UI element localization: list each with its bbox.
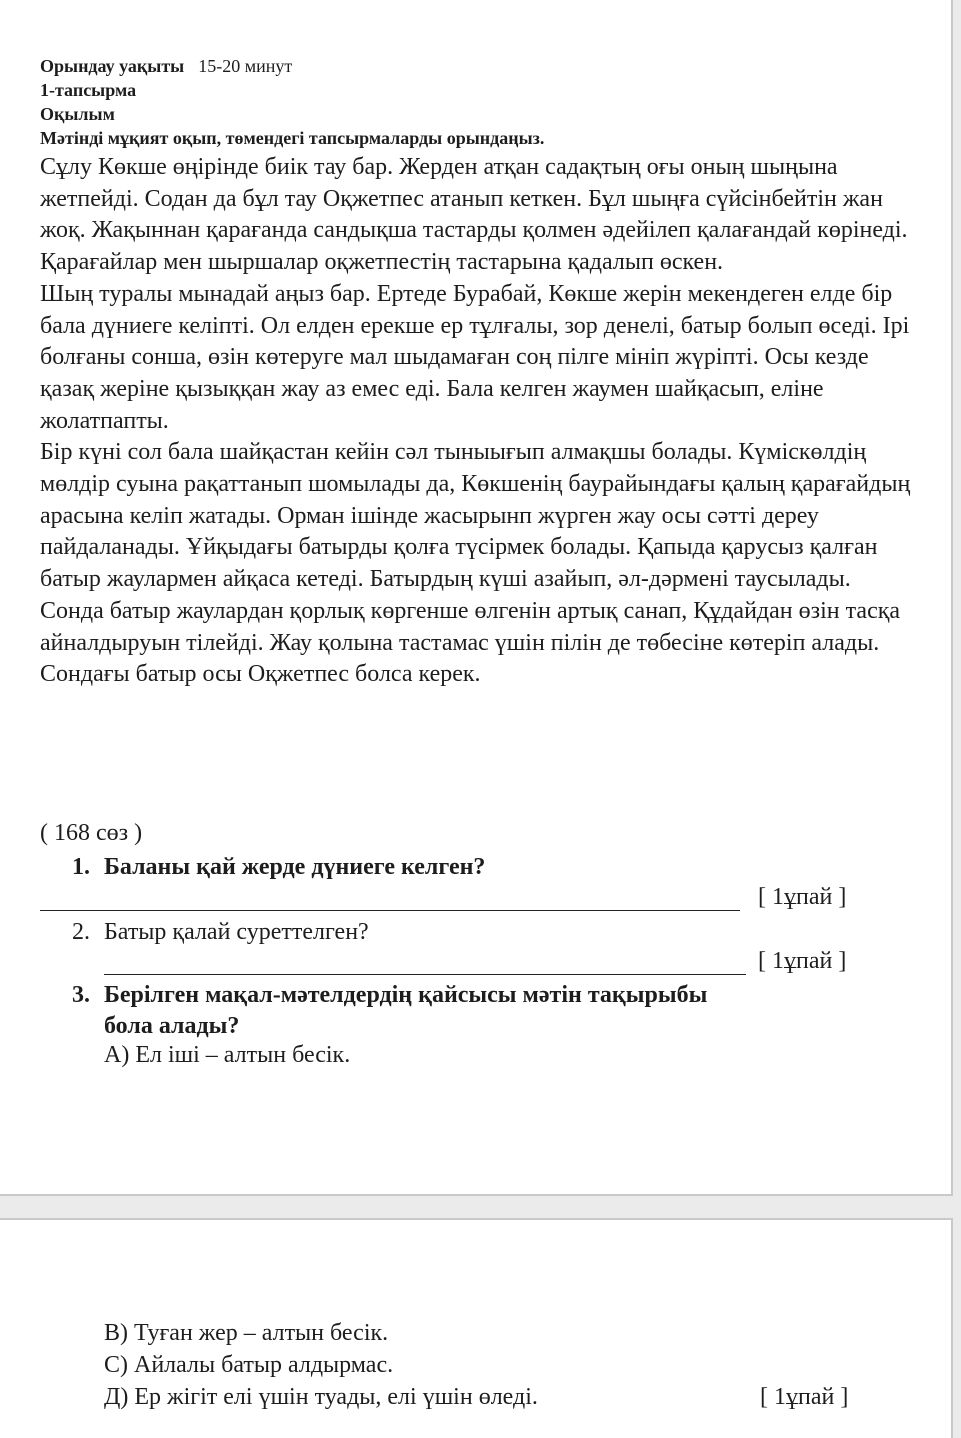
paragraph-1: Сұлу Көкше өңірінде биік тау бар. Жерден атқан садақтың оғы оның шыңына жетпейді. Содан да бұл тау Оқжетпес атанып кеткен. Бұл шыңға сүйсінбейтін жан жоқ. Жақыннан қарағанда сандықша тастарды қолмен әдейілеп қалағандай көрінеді. Қарағайлар мен шыршалар оқжетпестің тастарына қадалып өскен. bbox=[40, 154, 908, 276]
question-2-number: 2. bbox=[72, 919, 90, 945]
option-a[interactable]: А) Ел іші – алтын бесік. bbox=[104, 1042, 351, 1068]
paragraph-3: Бір күні сол бала шайқастан кейін сәл тыныығып алмақшы болады. Күміскөлдің мөлдір суына рақаттанып шомылады да, Көкшенің баурайындағы қалың қарағайдың арасына келіп жатады. Орман ішінде жасырынп жүрген жау осы сәтті дереу пайдаланады. Ұйқыдағы батырды қолға түсірмек болады. Қапыда қарусыз қалған батыр жаулармен айқаса кетеді. Батырдың күші азайып, әл-дәрмені таусылады. Сонда батыр жаулардан қорлық көргенше өлгенін артық санап, Құдайдан өзін тасқа айналдыруын тілейді. Жау қолына тастамас үшін пілін де төбесіне көтеріп алады. Сондағы батыр осы Оқжетпес болса керек. bbox=[40, 439, 911, 688]
question-2-points: [ 1ұпай ] bbox=[758, 948, 847, 974]
question-1 bbox=[72, 852, 485, 883]
question-3-text-line2: бола алады? bbox=[104, 1013, 240, 1039]
option-b[interactable]: В) Туған жер – алтын бесік. bbox=[104, 1320, 389, 1346]
option-c[interactable]: С) Айлалы батыр алдырмас. bbox=[104, 1352, 394, 1378]
word-count: ( 168 сөз ) bbox=[40, 820, 143, 846]
section-title: Оқылым bbox=[40, 104, 115, 124]
question-1-points: [ 1ұпай ] bbox=[758, 884, 847, 910]
instruction: Мәтінді мұқият оқып, төмендегі тапсырмаларды орындаңыз. bbox=[40, 128, 545, 148]
question-2 bbox=[72, 917, 369, 948]
time-label: Орындау уақыты bbox=[40, 56, 185, 76]
question-3-number: 3. bbox=[72, 982, 90, 1008]
question-3-text-line1: Берілген мақал-мәтелдердің қайсысы мәтін тақырыбы bbox=[104, 982, 708, 1008]
task-label: 1-тапсырма bbox=[40, 80, 137, 100]
reading-text bbox=[40, 152, 920, 691]
time-line bbox=[40, 54, 292, 78]
paragraph-2: Шың туралы мынадай аңыз бар. Ертеде Бурабай, Көкше жерін мекендеген елде бір бала дүниеге келіпті. Ол елден ерекше ер тұлғалы, зор денелі, батыр болып өседі. Ірі болғаны сонша, өзін көтеруге мал шыдамаған соң пілге мініп жүріпті. Осы кезде қазақ жеріне қызыққан жау аз емес еді. Бала келген жаумен шайқасып, еліне жолатпапты. bbox=[40, 280, 910, 434]
question-1-text: Баланы қай жерде дүниеге келген? bbox=[104, 854, 486, 880]
option-d[interactable]: Д) Ер жігіт елі үшін туады, елі үшін өледі. bbox=[104, 1384, 538, 1410]
answer-line-1[interactable] bbox=[40, 910, 740, 911]
question-1-number: 1. bbox=[72, 854, 90, 880]
question-3-points: [ 1ұпай ] bbox=[760, 1384, 849, 1410]
time-value: 15-20 минут bbox=[198, 56, 293, 76]
question-3 bbox=[72, 980, 707, 1011]
answer-line-2[interactable] bbox=[104, 974, 746, 975]
question-2-text: Батыр қалай суреттелген? bbox=[104, 919, 369, 945]
